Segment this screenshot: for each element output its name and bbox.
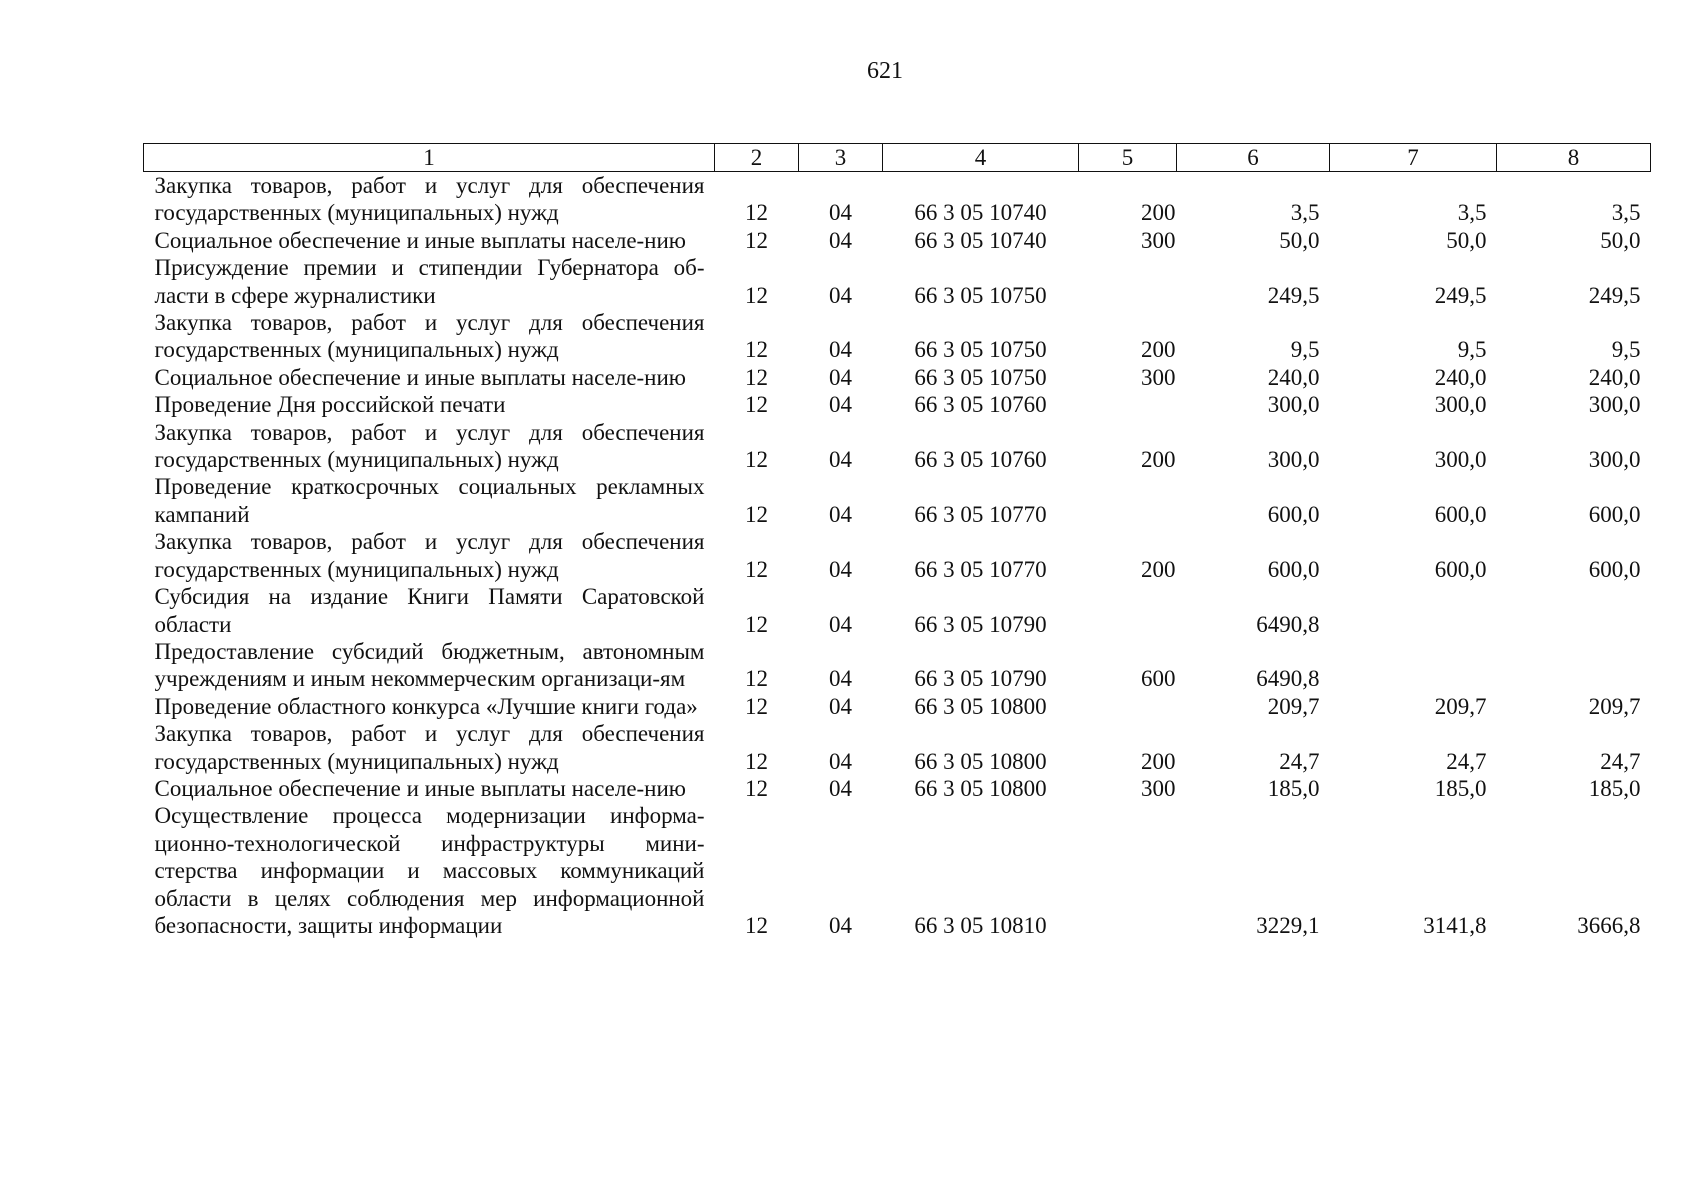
amount-col-6: 249,5 <box>1267 282 1320 308</box>
column-header: 3 <box>799 144 883 172</box>
amount-col-6: 300,0 <box>1267 447 1320 473</box>
row-description: Субсидия на издание Книги Памяти Саратовской области <box>154 584 705 637</box>
row-description: Предоставление субсидий бюджетным, автономным учреждениям и иным некоммерческим организаци-ям <box>154 638 705 692</box>
table-row <box>144 693 1651 720</box>
target-article-code: 66 3 05 10750 <box>914 337 1047 363</box>
section-code: 12 <box>745 748 768 774</box>
amount-col-7 <box>1330 583 1497 638</box>
section-code: 12 <box>745 611 768 637</box>
target-article-code: 66 3 05 10790 <box>914 611 1047 637</box>
expense-type-code <box>1079 254 1177 309</box>
table-row <box>144 473 1651 528</box>
row-description: Присуждение премии и стипендии Губернатора об-ласти в сфере журналистики <box>154 255 705 308</box>
amount-col-7: 600,0 <box>1434 501 1487 527</box>
expense-type-code <box>1079 391 1177 418</box>
amount-col-8: 50,0 <box>1600 227 1641 253</box>
subsection-code: 04 <box>829 282 852 308</box>
section-code: 12 <box>745 912 768 938</box>
amount-col-6: 3,5 <box>1290 200 1320 226</box>
amount-col-8: 185,0 <box>1588 775 1641 801</box>
amount-col-8: 300,0 <box>1588 392 1641 418</box>
target-article-code: 66 3 05 10790 <box>914 666 1047 692</box>
subsection-code: 04 <box>829 748 852 774</box>
subsection-code: 04 <box>829 501 852 527</box>
amount-col-7: 300,0 <box>1434 447 1487 473</box>
table-row <box>144 802 1651 939</box>
amount-col-8: 3666,8 <box>1577 912 1641 938</box>
amount-col-6: 185,0 <box>1267 775 1320 801</box>
row-description: Проведение краткосрочных социальных рекламных кампаний <box>154 474 705 527</box>
row-description: Закупка товаров, работ и услуг для обеспечения государственных (муниципальных) нужд <box>154 721 705 774</box>
amount-col-7: 300,0 <box>1434 392 1487 418</box>
section-code: 12 <box>745 666 768 692</box>
section-code: 12 <box>745 556 768 582</box>
column-header: 7 <box>1330 144 1497 172</box>
row-description: Закупка товаров, работ и услуг для обеспечения государственных (муниципальных) нужд <box>154 419 705 473</box>
row-description: Социальное обеспечение и иные выплаты населе-нию <box>154 364 686 390</box>
target-article-code: 66 3 05 10810 <box>914 912 1047 938</box>
column-header: 6 <box>1177 144 1330 172</box>
section-code: 12 <box>745 501 768 527</box>
target-article-code: 66 3 05 10740 <box>914 200 1047 226</box>
section-code: 12 <box>745 282 768 308</box>
table-row <box>144 720 1651 775</box>
row-description: Закупка товаров, работ и услуг для обеспечения государственных (муниципальных) нужд <box>154 310 705 363</box>
amount-col-7: 3141,8 <box>1423 912 1487 938</box>
amount-col-6: 6490,8 <box>1256 666 1320 692</box>
table-row <box>144 775 1651 802</box>
section-code: 12 <box>745 200 768 226</box>
subsection-code: 04 <box>829 912 852 938</box>
expense-type-code <box>1079 802 1177 939</box>
expense-type-code <box>1079 473 1177 528</box>
amount-col-7: 600,0 <box>1434 556 1487 582</box>
expense-type-code: 200 <box>1141 556 1176 582</box>
target-article-code: 66 3 05 10750 <box>914 364 1047 390</box>
amount-col-7: 249,5 <box>1434 282 1487 308</box>
amount-col-6: 24,7 <box>1279 748 1320 774</box>
subsection-code: 04 <box>829 227 852 253</box>
expense-type-code: 200 <box>1141 447 1176 473</box>
amount-col-7: 209,7 <box>1434 693 1487 719</box>
amount-col-8: 209,7 <box>1588 693 1641 719</box>
expense-type-code: 200 <box>1141 200 1176 226</box>
expense-type-code <box>1079 583 1177 638</box>
table-row <box>144 172 1651 227</box>
section-code: 12 <box>745 693 768 719</box>
table-body <box>144 172 1651 940</box>
target-article-code: 66 3 05 10800 <box>914 775 1047 801</box>
target-article-code: 66 3 05 10800 <box>914 748 1047 774</box>
table-row <box>144 391 1651 418</box>
column-number-header-row <box>144 144 1651 172</box>
row-description: Проведение Дня российской печати <box>154 392 506 418</box>
subsection-code: 04 <box>829 392 852 418</box>
target-article-code: 66 3 05 10760 <box>914 447 1047 473</box>
section-code: 12 <box>745 364 768 390</box>
expense-type-code: 200 <box>1141 748 1176 774</box>
section-code: 12 <box>745 337 768 363</box>
row-description: Закупка товаров, работ и услуг для обеспечения государственных (муниципальных) нужд <box>154 173 705 226</box>
table-row <box>144 528 1651 583</box>
section-code: 12 <box>745 775 768 801</box>
amount-col-6: 3229,1 <box>1256 912 1320 938</box>
amount-col-7: 9,5 <box>1457 337 1487 363</box>
amount-col-6: 240,0 <box>1267 364 1320 390</box>
expense-type-code: 300 <box>1141 364 1176 390</box>
table-row <box>144 309 1651 364</box>
amount-col-7: 240,0 <box>1434 364 1487 390</box>
subsection-code: 04 <box>829 447 852 473</box>
amount-col-8: 600,0 <box>1588 501 1641 527</box>
amount-col-6: 209,7 <box>1267 693 1320 719</box>
amount-col-8: 3,5 <box>1611 200 1641 226</box>
row-description: Социальное обеспечение и иные выплаты населе-нию <box>154 227 686 253</box>
table-row <box>144 419 1651 474</box>
amount-col-8 <box>1497 638 1651 693</box>
section-code: 12 <box>745 227 768 253</box>
row-description: Проведение областного конкурса «Лучшие книги года» <box>154 693 698 719</box>
amount-col-8: 240,0 <box>1588 364 1641 390</box>
subsection-code: 04 <box>829 693 852 719</box>
table-row <box>144 638 1651 693</box>
amount-col-7: 185,0 <box>1434 775 1487 801</box>
amount-col-7: 3,5 <box>1457 200 1487 226</box>
column-header: 4 <box>883 144 1079 172</box>
amount-col-8: 300,0 <box>1588 447 1641 473</box>
budget-table <box>143 143 1651 939</box>
row-description: Осуществление процесса модернизации информа-ционно-технологической инфраструктуры мини-стерства информации и массовых коммуникаций области в целях соблюдения мер информационной безопасности, защиты информации <box>154 803 705 938</box>
subsection-code: 04 <box>829 337 852 363</box>
amount-col-6: 300,0 <box>1267 392 1320 418</box>
expense-type-code: 600 <box>1141 666 1176 692</box>
target-article-code: 66 3 05 10770 <box>914 556 1047 582</box>
expense-type-code: 300 <box>1141 775 1176 801</box>
amount-col-7: 50,0 <box>1446 227 1487 253</box>
amount-col-6: 50,0 <box>1279 227 1320 253</box>
section-code: 12 <box>745 447 768 473</box>
expense-type-code: 200 <box>1141 337 1176 363</box>
table-row <box>144 364 1651 391</box>
subsection-code: 04 <box>829 611 852 637</box>
amount-col-6: 600,0 <box>1267 501 1320 527</box>
expense-type-code <box>1079 693 1177 720</box>
row-description: Социальное обеспечение и иные выплаты населе-нию <box>154 775 686 801</box>
amount-col-6: 6490,8 <box>1256 611 1320 637</box>
section-code: 12 <box>745 392 768 418</box>
subsection-code: 04 <box>829 666 852 692</box>
table-row <box>144 583 1651 638</box>
table-row <box>144 254 1651 309</box>
amount-col-7: 24,7 <box>1446 748 1487 774</box>
row-description: Закупка товаров, работ и услуг для обеспечения государственных (муниципальных) нужд <box>154 529 705 582</box>
target-article-code: 66 3 05 10760 <box>914 392 1047 418</box>
amount-col-8: 600,0 <box>1588 556 1641 582</box>
column-header: 5 <box>1079 144 1177 172</box>
expense-type-code: 300 <box>1141 227 1176 253</box>
amount-col-8: 249,5 <box>1588 282 1641 308</box>
amount-col-6: 9,5 <box>1290 337 1320 363</box>
amount-col-6: 600,0 <box>1267 556 1320 582</box>
subsection-code: 04 <box>829 556 852 582</box>
target-article-code: 66 3 05 10770 <box>914 501 1047 527</box>
column-header: 1 <box>144 144 715 172</box>
target-article-code: 66 3 05 10800 <box>914 693 1047 719</box>
page-number: 621 <box>867 58 903 84</box>
subsection-code: 04 <box>829 200 852 226</box>
amount-col-7 <box>1330 638 1497 693</box>
amount-col-8: 24,7 <box>1600 748 1641 774</box>
amount-col-8 <box>1497 583 1651 638</box>
subsection-code: 04 <box>829 364 852 390</box>
target-article-code: 66 3 05 10740 <box>914 227 1047 253</box>
target-article-code: 66 3 05 10750 <box>914 282 1047 308</box>
table-row <box>144 227 1651 254</box>
subsection-code: 04 <box>829 775 852 801</box>
amount-col-8: 9,5 <box>1611 337 1641 363</box>
column-header: 8 <box>1497 144 1651 172</box>
column-header: 2 <box>715 144 799 172</box>
